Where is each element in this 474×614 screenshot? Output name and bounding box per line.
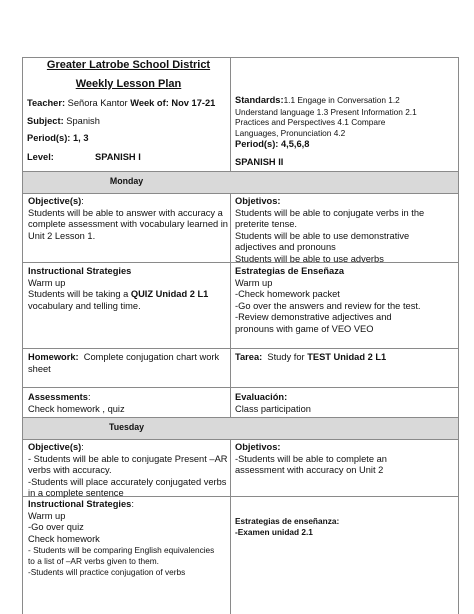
tuesday-objetivos-cell <box>231 442 458 496</box>
monday-estrategias-cell <box>231 266 458 348</box>
plan-title: Weekly Lesson Plan <box>75 77 182 90</box>
subject-value: Spanish <box>66 115 100 126</box>
day-label-monday: Monday <box>109 176 144 186</box>
monday-estrategias-line: pronouns with game of VEO VEO <box>235 323 374 334</box>
monday-strategies-line <box>28 289 230 301</box>
lesson-plan-table <box>22 57 459 614</box>
monday-objetivos-line: preterite tense. <box>235 219 298 230</box>
monday-objective-label: Objective(s) <box>28 196 82 206</box>
week-value: Nov 17-21 <box>171 98 216 109</box>
monday-estrategias-line: Warm up <box>235 277 273 288</box>
period2-line <box>235 139 458 151</box>
monday-objective-line: Unit 2 Lesson 1. <box>28 230 96 241</box>
tarea-text: Study for <box>262 352 308 362</box>
rule <box>23 387 458 388</box>
tuesday-strategies-line: -Go over quiz <box>28 522 84 533</box>
monday-objetivos-line: Students will be able to use adverbs <box>235 253 384 264</box>
period2-label: Period(s): <box>235 139 279 150</box>
tuesday-strategies-line: - Students will be comparing English equivalencies <box>28 545 215 556</box>
rule <box>23 193 458 194</box>
header-left-cell <box>23 58 230 171</box>
period2-value: 4,5,6,8 <box>280 139 310 150</box>
rule <box>23 171 458 172</box>
rule <box>23 439 458 440</box>
tuesday-strategies-label: Instructional Strategies <box>28 499 132 509</box>
subject-label: Subject: <box>27 115 64 126</box>
header-right-cell <box>231 58 458 171</box>
tuesday-objective-colon: : <box>81 442 84 452</box>
monday-objetivos-line: adjectives and pronouns <box>235 242 336 253</box>
assessments-value: Check homework , quiz <box>28 403 125 414</box>
monday-objetivos-line: Students will be able to use demonstrative <box>235 230 410 241</box>
tuesday-objective-line: -Students will place accurately conjugated verbs <box>28 476 227 487</box>
tuesday-objective-cell <box>23 442 230 499</box>
tuesday-objetivos-line: -Students will be able to complete an <box>235 453 387 464</box>
monday-objective-line: Students will be able to answer with accuracy a <box>28 207 223 218</box>
monday-strategies-line: Warm up <box>28 277 66 288</box>
tuesday-objetivos-line: assessment with accuracy on Unit 2 <box>235 465 384 476</box>
monday-strategies-cell <box>23 266 230 348</box>
monday-objective-cell <box>23 196 230 262</box>
tuesday-objetivos-label: Objetivos: <box>235 442 281 452</box>
monday-assessments-cell <box>23 392 230 417</box>
tuesday-estrategias-label: Estrategias de enseñanza: <box>235 516 340 526</box>
monday-objetivos-line: Students will be able to conjugate verbs in the <box>235 207 425 218</box>
tuesday-objective-line: - Students will be able to conjugate Present –AR <box>28 453 228 464</box>
level-value: SPANISH I <box>95 151 141 162</box>
standards-line <box>235 95 458 107</box>
period-line <box>27 133 230 145</box>
standards-line-3: Practices and Perspectives 4.1 Compare <box>235 117 386 128</box>
teacher-line <box>27 98 230 110</box>
tarea-label: Tarea: <box>235 352 263 362</box>
tuesday-objective-label: Objective(s) <box>28 442 82 452</box>
teacher-label: Teacher: <box>27 98 66 109</box>
homework-line: Complete conjugation chart work <box>78 352 220 362</box>
homework-label: Homework: <box>28 352 79 362</box>
monday-strategies-label: Instructional Strategies <box>28 266 132 276</box>
tarea-test: TEST Unidad 2 L1 <box>307 352 387 362</box>
monday-objetivos-cell <box>231 196 458 262</box>
evaluacion-label: Evaluación: <box>235 392 288 402</box>
monday-objetivos-label: Objetivos: <box>235 196 281 206</box>
tuesday-objective-line: in a complete sentence <box>28 488 124 499</box>
monday-strategies-line: vocabulary and telling time. <box>28 300 141 311</box>
monday-strategies-text: Students will be taking a <box>28 289 131 300</box>
tuesday-strategies-line: Warm up <box>28 510 66 521</box>
tuesday-strategies-cell <box>23 499 230 614</box>
homework-line: sheet <box>28 363 51 374</box>
level2-value: SPANISH II <box>235 156 284 167</box>
subject-line <box>27 116 230 128</box>
tuesday-estrategias-cell <box>231 499 458 614</box>
standards-line-4: Languages, Pronunciation 4.2 <box>235 127 346 138</box>
rule <box>23 417 458 418</box>
monday-homework-cell <box>23 352 230 387</box>
monday-evaluacion-cell <box>231 392 458 417</box>
tuesday-strategies-colon: : <box>131 499 134 509</box>
standards-line-1: 1.1 Engage in Conversation 1.2 <box>283 95 400 105</box>
monday-quiz-label: QUIZ Unidad 2 L1 <box>130 289 209 300</box>
standards-line-2: Understand language 1.3 Present Information 2.1 <box>235 106 417 117</box>
monday-estrategias-label: Estrategias de Enseñaza <box>235 266 345 276</box>
tuesday-strategies-line: Check homework <box>28 533 100 544</box>
monday-estrategias-line: -Review demonstrative adjectives and <box>235 312 392 323</box>
evaluacion-value: Class participation <box>235 403 311 414</box>
tuesday-strategies-line: to a list of –AR verbs given to them. <box>28 555 159 566</box>
assessments-colon: : <box>87 392 91 402</box>
monday-objective-colon: : <box>81 196 84 206</box>
tuesday-objective-line: verbs with accuracy. <box>28 465 112 476</box>
monday-estrategias-line: -Go over the answers and review for the test. <box>235 300 421 311</box>
district-title: Greater Latrobe School District <box>46 59 211 71</box>
assessments-label: Assessments <box>28 392 88 402</box>
standards-label: Standards: <box>235 95 284 105</box>
tuesday-strategies-line: -Students will practice conjugation of verbs <box>28 566 186 577</box>
tuesday-estrategias-value: -Examen unidad 2.1 <box>235 526 313 537</box>
monday-estrategias-line: -Check homework packet <box>235 289 340 300</box>
level-line <box>27 152 230 164</box>
week-label: Week of: <box>130 98 169 109</box>
monday-tarea-cell <box>231 352 458 387</box>
monday-objective-line: complete assessment with vocabulary learned in <box>28 219 228 230</box>
level-label: Level: <box>27 151 54 162</box>
period-value: 1, 3 <box>72 133 89 144</box>
day-label-tuesday: Tuesday <box>108 422 145 432</box>
rule <box>23 348 458 349</box>
period-label: Period(s): <box>27 133 71 144</box>
teacher-name: Señora Kantor <box>67 98 128 109</box>
